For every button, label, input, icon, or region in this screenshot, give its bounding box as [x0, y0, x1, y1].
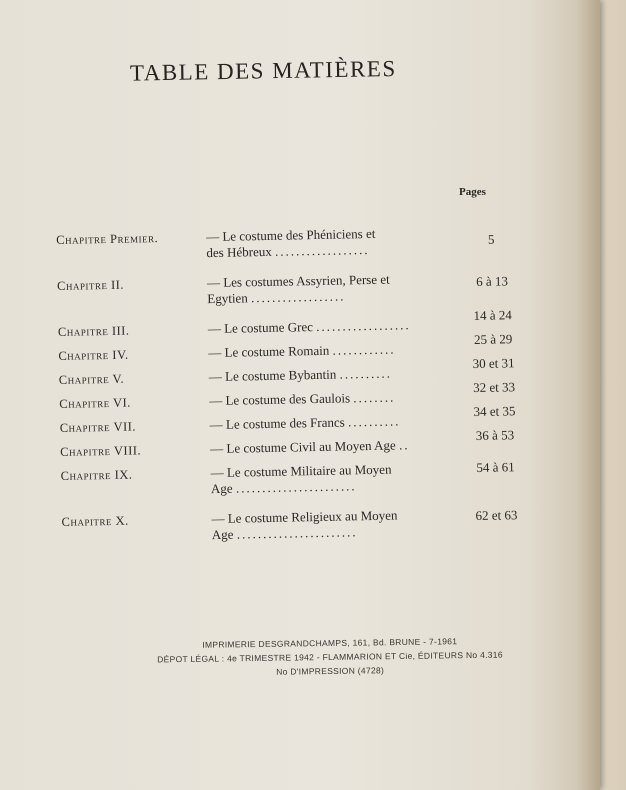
chapter-pages: 30 et 31 [472, 355, 515, 372]
chapter-title: — Le costume des Gaulois ........ [209, 389, 396, 409]
chapter-title: — Le costume Militaire au Moyen Age ....................... [210, 461, 392, 497]
table-of-contents [56, 223, 532, 560]
chapter-title: — Le costume Grec .................. [207, 317, 411, 337]
chapter-title: — Le costume Bybantin .......... [208, 365, 393, 385]
imprint-line: No D'IMPRESSION (4728) [276, 665, 385, 677]
chapter-pages: 14 à 24 [473, 307, 512, 323]
chapter-label: Chapitre VII. [59, 419, 137, 435]
chapter-label: Chapitre IV. [58, 347, 129, 363]
chapter-title: — Le costume des Phéniciens et des Hébreux .................. [205, 225, 376, 261]
chapter-title: — Les costumes Assyrien, Perse et Egytien .................. [206, 271, 390, 307]
chapter-title: — Le costume des Francs .......... [209, 413, 401, 433]
chapter-title: — Le costume Romain ............ [208, 341, 396, 361]
chapter-pages: 34 et 35 [473, 403, 516, 420]
imprint-line: DÉPOT LÉGAL : 4e TRIMESTRE 1942 - FLAMMARION ET Cie, ÉDITEURS No 4.316 [157, 649, 503, 665]
chapter-label: Chapitre V. [58, 371, 125, 387]
chapter-pages: 6 à 13 [475, 273, 509, 289]
chapter-label: Chapitre X. [61, 513, 129, 529]
chapter-label: Chapitre VIII. [60, 443, 142, 459]
chapter-pages: 5 [487, 231, 495, 247]
page-title: TABLE DES MATIÈRES [129, 55, 397, 86]
chapter-label: Chapitre VI. [59, 395, 131, 411]
chapter-label: Chapitre Premier. [56, 231, 159, 247]
chapter-pages: 62 et 63 [475, 507, 518, 523]
chapter-pages: 54 à 61 [476, 459, 515, 475]
pages-column-header: Pages [459, 186, 486, 198]
toc-row [61, 505, 532, 560]
chapter-label: Chapitre IX. [60, 467, 133, 483]
chapter-title: — Le costume Civil au Moyen Age .. [210, 437, 410, 457]
chapter-title: — Le costume Religieux au Moyen Age ....................... [211, 507, 398, 543]
chapter-label: Chapitre II. [56, 277, 125, 293]
chapter-pages: 32 et 33 [472, 379, 516, 396]
chapter-label: Chapitre III. [57, 323, 130, 339]
chapter-pages: 25 à 29 [473, 331, 513, 347]
imprint-line: IMPRIMERIE DESGRANDCHAMPS, 161, Bd. BRUNE - 7-1961 [202, 636, 458, 650]
chapter-pages: 36 à 53 [475, 427, 515, 443]
printer-imprint [150, 633, 511, 680]
